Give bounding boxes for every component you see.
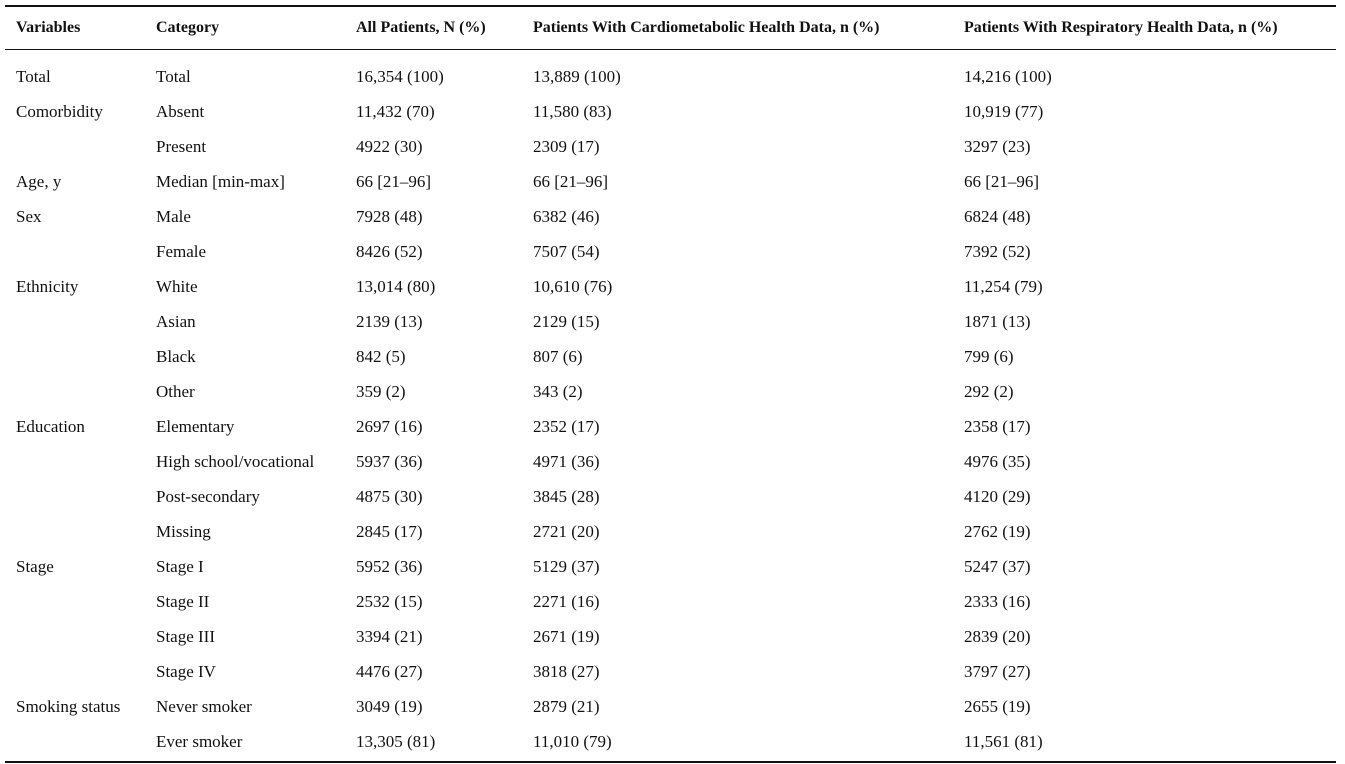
row-cardiometabolic-cell: 2352 (17) [533, 416, 600, 436]
row-respiratory-cell: 2655 (19) [964, 696, 1031, 716]
row-respiratory-cell: 3297 (23) [964, 136, 1031, 156]
table-row [5, 549, 1336, 584]
row-all-patients-cell: 842 (5) [356, 346, 406, 366]
row-all-patients-cell: 4476 (27) [356, 661, 423, 681]
row-category-cell: Stage III [156, 626, 216, 646]
table-row [5, 164, 1336, 199]
header-all-patients: All Patients, N (%) [356, 19, 486, 36]
row-category-cell: White [156, 276, 198, 296]
row-category-cell: Total [156, 66, 191, 86]
row-category-cell: Stage IV [156, 661, 216, 681]
row-cardiometabolic-cell: 2129 (15) [533, 311, 600, 331]
row-category-cell: Female [156, 241, 207, 261]
row-cardiometabolic-cell: 7507 (54) [533, 241, 600, 261]
table-row [5, 514, 1336, 549]
row-all-patients-cell: 11,432 (70) [356, 101, 435, 121]
row-all-patients-cell: 2845 (17) [356, 521, 423, 541]
row-respiratory-cell: 2333 (16) [964, 591, 1031, 611]
row-respiratory-cell: 5247 (37) [964, 556, 1031, 576]
row-all-patients-cell: 13,014 (80) [356, 276, 436, 296]
header-cardiometabolic: Patients With Cardiometabolic Health Data, n (%) [533, 19, 880, 36]
row-cardiometabolic-cell: 11,010 (79) [533, 731, 612, 751]
row-all-patients-cell: 4875 (30) [356, 486, 423, 506]
row-all-patients-cell: 8426 (52) [356, 241, 423, 261]
row-category-cell: Never smoker [156, 696, 252, 716]
row-respiratory-cell: 2762 (19) [964, 521, 1031, 541]
row-cardiometabolic-cell: 3818 (27) [533, 661, 600, 681]
row-respiratory-cell: 7392 (52) [964, 241, 1031, 261]
patient-characteristics-table [5, 5, 1336, 763]
table-body [5, 50, 1336, 759]
row-category-cell: Present [156, 136, 207, 156]
row-all-patients-cell: 5937 (36) [356, 451, 423, 471]
row-all-patients-cell: 2139 (13) [356, 311, 423, 331]
table-row [5, 374, 1336, 409]
table-row [5, 654, 1336, 689]
row-cardiometabolic-cell: 11,580 (83) [533, 101, 612, 121]
row-all-patients-cell: 5952 (36) [356, 556, 423, 576]
table-row [5, 724, 1336, 759]
row-variable-cell: Comorbidity [16, 101, 103, 121]
row-respiratory-cell: 10,919 (77) [964, 101, 1044, 121]
row-category-cell: Missing [156, 521, 211, 541]
row-cardiometabolic-cell: 4971 (36) [533, 451, 600, 471]
row-variable-cell: Ethnicity [16, 276, 79, 296]
table-row [5, 619, 1336, 654]
row-respiratory-cell: 11,561 (81) [964, 731, 1043, 751]
row-cardiometabolic-cell: 3845 (28) [533, 486, 600, 506]
row-cardiometabolic-cell: 2309 (17) [533, 136, 600, 156]
row-category-cell: High school/vocational [156, 451, 315, 471]
header-respiratory: Patients With Respiratory Health Data, n (%) [964, 19, 1278, 36]
row-variable-cell: Total [16, 66, 51, 86]
row-category-cell: Ever smoker [156, 731, 243, 751]
bottom-rule [5, 761, 1336, 763]
row-all-patients-cell: 7928 (48) [356, 206, 423, 226]
table-row [5, 479, 1336, 514]
row-all-patients-cell: 66 [21–96] [356, 171, 432, 191]
row-cardiometabolic-cell: 2721 (20) [533, 521, 600, 541]
row-category-cell: Stage II [156, 591, 210, 611]
table-row [5, 689, 1336, 724]
row-category-cell: Stage I [156, 556, 204, 576]
row-respiratory-cell: 14,216 (100) [964, 66, 1052, 86]
row-all-patients-cell: 16,354 (100) [356, 66, 444, 86]
row-cardiometabolic-cell: 10,610 (76) [533, 276, 613, 296]
row-cardiometabolic-cell: 343 (2) [533, 381, 583, 401]
row-respiratory-cell: 4120 (29) [964, 486, 1031, 506]
row-cardiometabolic-cell: 807 (6) [533, 346, 583, 366]
row-cardiometabolic-cell: 2879 (21) [533, 696, 600, 716]
row-category-cell: Elementary [156, 416, 235, 436]
table-row [5, 59, 1336, 94]
row-all-patients-cell: 2532 (15) [356, 591, 423, 611]
header-category: Category [156, 19, 220, 36]
row-cardiometabolic-cell: 6382 (46) [533, 206, 600, 226]
table-row [5, 94, 1336, 129]
row-variable-cell: Education [16, 416, 85, 436]
row-respiratory-cell: 4976 (35) [964, 451, 1031, 471]
row-cardiometabolic-cell: 66 [21–96] [533, 171, 609, 191]
row-category-cell: Asian [156, 311, 196, 331]
row-respiratory-cell: 2839 (20) [964, 626, 1031, 646]
table-row [5, 339, 1336, 374]
header-variables: Variables [16, 19, 81, 36]
row-cardiometabolic-cell: 2271 (16) [533, 591, 600, 611]
row-cardiometabolic-cell: 13,889 (100) [533, 66, 621, 86]
row-variable-cell: Stage [16, 556, 54, 576]
table-row [5, 584, 1336, 619]
table-row [5, 409, 1336, 444]
row-all-patients-cell: 4922 (30) [356, 136, 423, 156]
row-category-cell: Other [156, 381, 195, 401]
table-header-row [5, 7, 1336, 49]
table-row [5, 234, 1336, 269]
table-row [5, 269, 1336, 304]
row-variable-cell: Smoking status [16, 696, 121, 716]
row-respiratory-cell: 6824 (48) [964, 206, 1031, 226]
row-category-cell: Black [156, 346, 196, 366]
row-category-cell: Post-secondary [156, 486, 260, 506]
row-cardiometabolic-cell: 5129 (37) [533, 556, 600, 576]
table-row [5, 129, 1336, 164]
table-row [5, 304, 1336, 339]
row-variable-cell: Sex [16, 206, 42, 226]
row-all-patients-cell: 2697 (16) [356, 416, 423, 436]
row-all-patients-cell: 3394 (21) [356, 626, 423, 646]
row-category-cell: Male [156, 206, 191, 226]
row-respiratory-cell: 799 (6) [964, 346, 1014, 366]
row-respiratory-cell: 1871 (13) [964, 311, 1031, 331]
table-row [5, 444, 1336, 479]
row-all-patients-cell: 13,305 (81) [356, 731, 436, 751]
row-all-patients-cell: 359 (2) [356, 381, 406, 401]
row-category-cell: Median [min-max] [156, 171, 285, 191]
row-respiratory-cell: 2358 (17) [964, 416, 1031, 436]
row-respiratory-cell: 292 (2) [964, 381, 1014, 401]
row-cardiometabolic-cell: 2671 (19) [533, 626, 600, 646]
row-respiratory-cell: 3797 (27) [964, 661, 1031, 681]
row-all-patients-cell: 3049 (19) [356, 696, 423, 716]
row-category-cell: Absent [156, 101, 205, 121]
table-row [5, 199, 1336, 234]
row-respiratory-cell: 66 [21–96] [964, 171, 1040, 191]
row-respiratory-cell: 11,254 (79) [964, 276, 1043, 296]
row-variable-cell: Age, y [16, 171, 62, 191]
